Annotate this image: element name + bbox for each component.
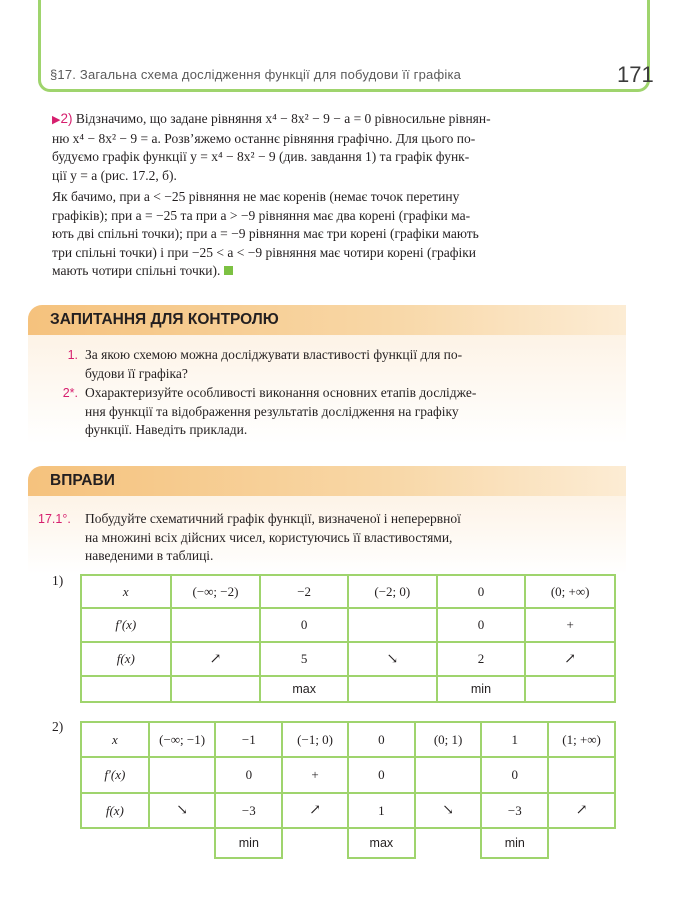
conclusion-line-1: Як бачимо, при a < −25 рівняння не має коренів (немає точок перетину	[52, 189, 460, 204]
table-2	[80, 721, 616, 859]
conclusion-line-3: ють дві спільні точки); при a = −9 рівняння має три корені (графіки мають	[52, 226, 479, 241]
question-2: 2*. Охарактеризуйте особливості виконання основних етапів дослідже- ння функції та відображення результатів дослідження на графіку функції. Наведіть приклади.	[50, 384, 616, 440]
part2-line-2: ню x⁴ − 8x² − 9 = a. Розв’яжемо останнє рівняння графічно. Для цього по-	[52, 130, 476, 146]
table1-label: 1)	[52, 573, 64, 588]
part2-line-3: будуємо графік функції y = x⁴ − 8x² − 9 (див. завдання 1) та графік функ-	[52, 149, 470, 164]
table-row-derivative: f′(x) 0 0 +	[81, 608, 615, 642]
conclusion-line-2: графіків); при a = −25 та при a > −9 рівняння має два корені (графіки ма-	[52, 207, 471, 223]
control-title: ЗАПИТАННЯ ДЛЯ КОНТРОЛЮ	[50, 311, 279, 328]
question-1: 1. За якою схемою можна досліджувати властивості функції для по- будови її графіка?	[50, 346, 616, 384]
arrow-up-icon: ↗	[171, 642, 261, 676]
table-row-function: f(x) ↘ −3 ↗ 1 ↘ −3 ↗	[81, 793, 615, 828]
table-row-derivative: f′(x) 0 + 0 0	[81, 757, 615, 793]
arrow-down-icon: ↘	[415, 793, 482, 828]
table-row-extremum: max min	[81, 676, 615, 702]
triangle-marker-icon: ▶	[52, 113, 61, 126]
part2-line-1: ▶2) Відзначимо, що задане рівняння x⁴ − 8x² − 9 − a = 0 рівносильне рівнян-	[52, 111, 491, 126]
conclusion-line-5: мають чотири спільні точки).	[52, 262, 614, 281]
table2-label: 2)	[52, 719, 64, 734]
exercises-title: ВПРАВИ	[50, 472, 115, 489]
table-row-x: x (−∞; −1) −1 (−1; 0) 0 (0; 1) 1 (1; +∞)	[81, 722, 615, 757]
question-number: 1.	[67, 348, 78, 362]
part2-number: 2)	[60, 111, 73, 126]
arrow-up-icon: ↗	[282, 793, 348, 828]
arrow-up-icon: ↗	[548, 793, 615, 828]
exercises-band	[28, 466, 626, 496]
end-of-solution-icon	[224, 266, 233, 275]
arrow-down-icon: ↘	[348, 642, 437, 676]
conclusion-line-4: три спільні точки) і при −25 < a < −9 рівняння має чотири корені (графіки	[52, 244, 477, 260]
part2-paragraph	[52, 110, 614, 185]
table-row-function: f(x) ↗ 5 ↘ 2 ↗	[81, 642, 615, 676]
exercise-17-1: 17.1°. Побудуйте схематичний графік функції, визначеної і неперервної на множині всіх дійсних чисел, користуючись її властивостями, наведеними в таблиці.	[38, 511, 461, 563]
page-number: 171	[617, 62, 654, 87]
arrow-down-icon: ↘	[149, 793, 216, 828]
section-title: §17. Загальна схема дослідження функції для побудови її графіка	[50, 67, 462, 82]
table-1	[80, 574, 616, 703]
question-number: 2*.	[62, 386, 78, 400]
table-row-extremum: min max min	[81, 828, 615, 858]
part2-line-4: ції y = a (рис. 17.2, б).	[52, 167, 177, 183]
arrow-up-icon: ↗	[525, 642, 615, 676]
exercise-number: 17.1°.	[38, 512, 71, 526]
part2-conclusion	[52, 188, 614, 281]
table-row-x: x (−∞; −2) −2 (−2; 0) 0 (0; +∞)	[81, 575, 615, 608]
